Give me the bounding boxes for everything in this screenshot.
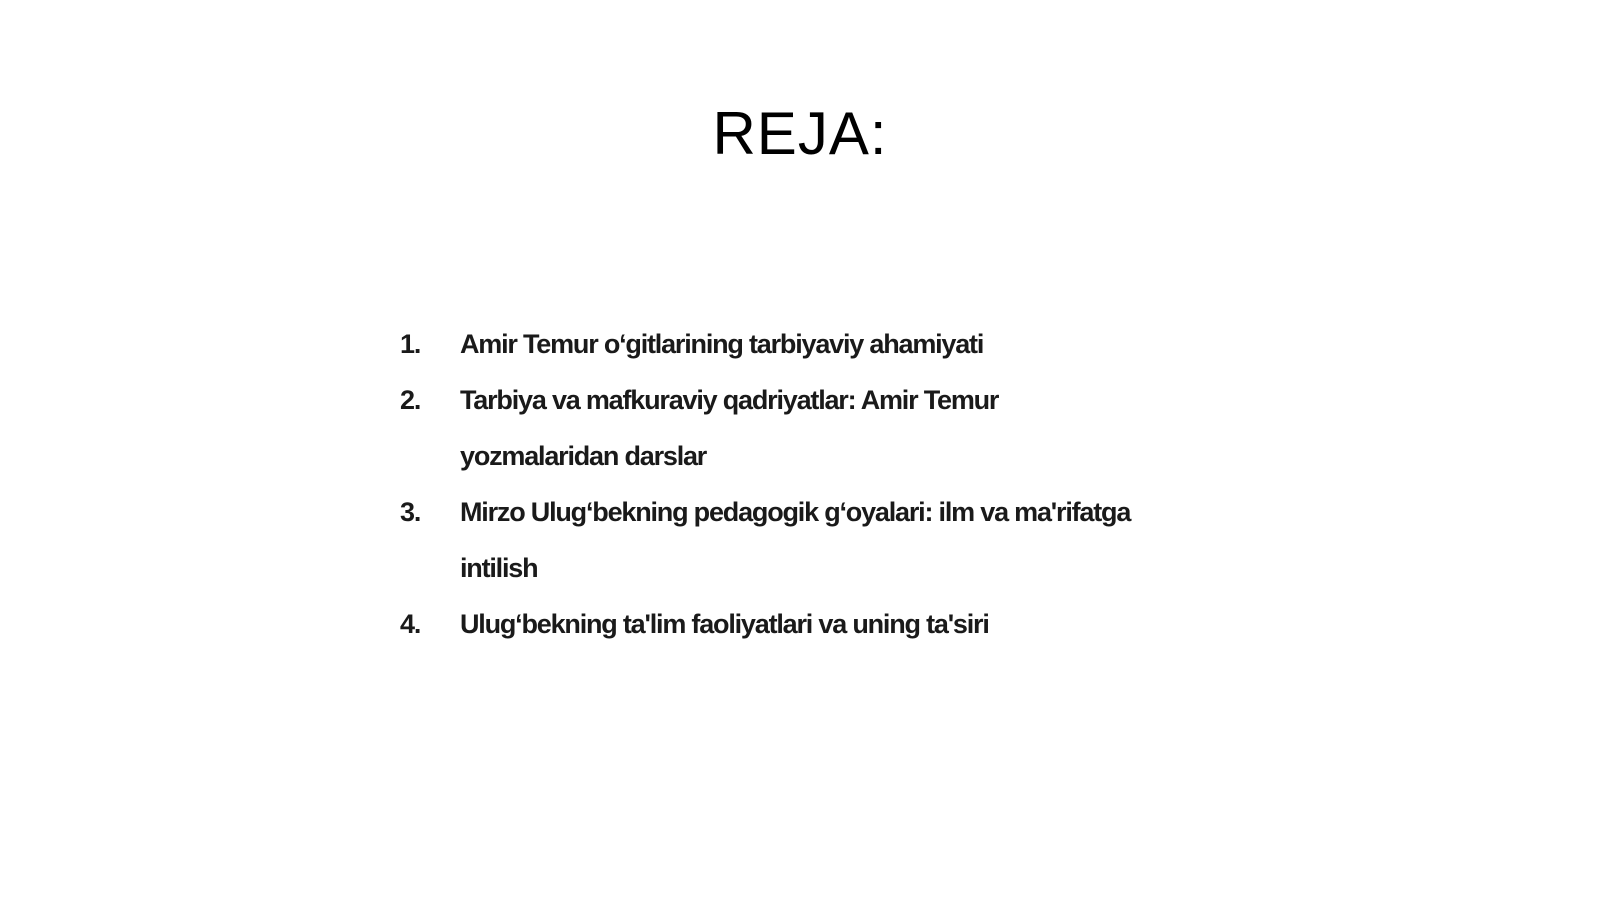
slide-title: REJA:	[712, 100, 888, 167]
plan-item-text: Amir Temur o‘gitlarining tarbiyaviy ahamiyati	[460, 329, 984, 359]
plan-item	[400, 596, 1160, 652]
plan-item-number: 2.	[400, 385, 421, 415]
plan-item-number: 3.	[400, 497, 421, 527]
plan-item	[400, 372, 1160, 484]
plan-list	[400, 316, 1160, 652]
plan-item	[400, 484, 1160, 596]
plan-item	[400, 316, 1160, 372]
plan-item-number: 4.	[400, 609, 421, 639]
plan-item-text: Mirzo Ulug‘bekning pedagogik g‘oyalari: ilm va ma'rifatga intilish	[460, 497, 1131, 583]
plan-item-text: Ulug‘bekning ta'lim faoliyatlari va uning ta'siri	[460, 609, 989, 639]
plan-item-text: Tarbiya va mafkuraviy qadriyatlar: Amir Temur yozmalaridan darslar	[460, 385, 999, 471]
plan-item-number: 1.	[400, 329, 421, 359]
